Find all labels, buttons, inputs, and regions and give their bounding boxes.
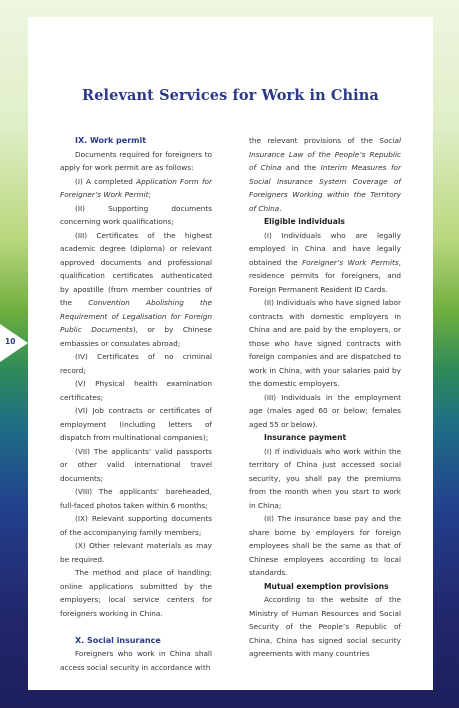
left-column <box>60 134 212 674</box>
paragraph: According to the website of the Ministry of Human Resources and Social Security of the People’s Republic of China, China has signed social security agreements with many countries <box>249 595 401 658</box>
page-number: 10 <box>5 337 16 346</box>
page-title: Relevant Services for Work in China <box>82 87 379 104</box>
paragraph: (II) Supporting documents concerning work qualifications; <box>60 203 212 226</box>
paragraph: (I) If individuals who work within the territory of China just accessed social security, you shall pay the premiums from the month when you start to work in China; <box>249 446 401 510</box>
paragraph: (IX) Relevant supporting documents of the accompanying family members; <box>60 514 212 537</box>
paragraph: (VII) The applicants’ valid passports or other valid international travel documents; <box>60 446 212 483</box>
paragraph: (III) Individuals in the employment age (males aged 60 or below; females aged 55 or below). <box>249 392 401 429</box>
paragraph: (III) Certificates of the highest academic degree (diploma) or relevant approved documents and professional qualification certificates authenticated by apostille (from member countries of the Convention Abolishing the Requirement of Legalisation for Foreign Public Documents), or by Chinese embassies or consulates abroad; <box>60 230 213 348</box>
paragraph: (II) Individuals who have signed labor contracts with domestic employers in China and are paid by the employers, or those who have signed contracts with foreign companies and are dispatched to work in China, with your salaries paid by the domestic employers. <box>249 298 401 388</box>
heading-work-permit: IX. Work permit <box>75 136 147 145</box>
right-column <box>249 134 401 661</box>
paragraph: The method and place of handling: online applications submitted by the employers; local service centers for foreigners working in China. <box>60 568 212 618</box>
paragraph: (I) A completed Application Form for Foreigner’s Work Permit; <box>60 176 212 199</box>
paragraph: (V) Physical health examination certificates; <box>60 379 212 402</box>
heading-social-insurance: X. Social insurance <box>75 635 161 645</box>
paragraph: Foreigners who work in China shall access social security in accordance with <box>60 649 212 672</box>
heading-eligible-individuals: Eligible individuals <box>264 217 345 226</box>
paragraph: (I) Individuals who are legally employed in China and have legally obtained the Foreigner’s Work Permits, residence permits for foreigners, and Foreign Permanent Resident ID Cards. <box>249 230 401 294</box>
heading-insurance-payment: Insurance payment <box>264 433 347 442</box>
paragraph: (II) The insurance base pay and the share borne by employers for foreign employees shall be the same as that of Chinese employees according to local standards. <box>249 514 401 577</box>
paragraph: (IV) Certificates of no criminal record; <box>60 352 212 375</box>
paragraph: (VI) Job contracts or certificates of employment (including letters of dispatch from multinational companies); <box>60 406 212 442</box>
paragraph: (VIII) The applicants’ bareheaded, full-faced photos taken within 6 months; <box>60 487 212 510</box>
paragraph: the relevant provisions of the Social Insurance Law of the People’s Republic of China and the Interim Measures for Social Insurance System Coverage of Foreigners Working within the Territory of China. <box>249 136 401 213</box>
paragraph: (X) Other relevant materials as may be required. <box>60 541 212 564</box>
document-page <box>28 17 433 690</box>
heading-mutual-exemption: Mutual exemption provisions <box>264 581 389 591</box>
paragraph: Documents required for foreigners to apply for work permit are as follows: <box>60 149 212 172</box>
